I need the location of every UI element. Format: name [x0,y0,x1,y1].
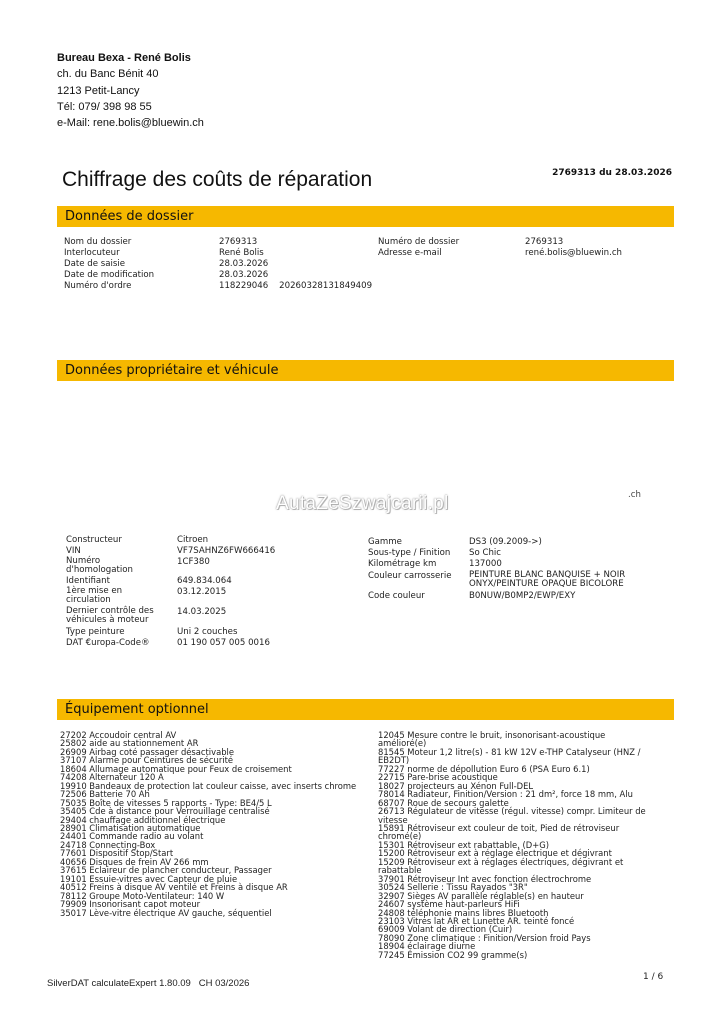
equipment-item: rabattable [378,865,422,876]
dossier-label: Adresse e-mail [378,248,442,258]
equipment-item: 18904 éclairage diurne [378,941,476,952]
equipment-item: 37901 Rétroviseur Int avec fonction électrochrome [378,873,592,884]
equipment-item: 40512 Freins à disque AV ventilé et Freins à disque AR [60,882,288,893]
sender-address [57,50,204,131]
vehicle-value: Uni 2 couches [177,627,238,637]
section-title-dossier: Données de dossier [65,209,194,224]
equipment-item: 37107 Alarme pour Ceintures de sécurité [60,755,234,766]
dossier-right-labels [378,237,459,259]
equipment-item: 77245 Émission CO2 99 gramme(s) [378,949,528,960]
equipment-item: 78014 Radiateur, Finition/Version : 21 dm², force 18 mm, Alu [378,789,633,800]
equipment-item: 32907 Sièges AV parallèle réglable(s) en hauteur [378,890,584,901]
document-title: Chiffrage des coûts de réparation [62,168,373,191]
vehicle-value: So Chic [469,548,502,558]
dossier-value: 2769313 [525,237,564,247]
dossier-value: rené.bolis@bluewin.ch [525,248,622,258]
vehicle-label: Type peinture [66,627,125,637]
sender-street: ch. du Banc Bénit 40 [57,68,159,81]
vehicle-left-column [66,535,366,655]
equipment-item: 77227 norme de dépollution Euro 6 (PSA Euro 6.1) [378,763,590,774]
equipment-item: 35017 Lève-vitre électrique AV gauche, séquentiel [60,907,272,918]
equipment-item: 24718 Connecting-Box [60,839,156,850]
vehicle-label: Identifiant [66,576,110,586]
vehicle-value: 14.03.2025 [177,607,227,617]
vehicle-label: Code couleur [368,591,425,601]
vehicle-label: Kilométrage km [368,559,437,569]
vehicle-value: 01 190 057 005 0016 [177,638,270,648]
dossier-left-labels [64,237,154,292]
equipment-item: 22715 Pare-brise acoustique [378,772,498,783]
watermark: AutaZeSzwajcarii.pl [276,493,449,514]
equipment-item: 69009 Volant de direction (Cuir) [378,924,513,935]
equipment-item: 19101 Essuie-vitres avec Capteur de pluie [60,873,238,884]
section-header-dossier [57,206,674,227]
equipment-item: 77601 Dispositif Stop/Start [60,848,174,859]
country-suffix: .ch [628,490,641,500]
section-header-owner-vehicle [57,360,674,381]
document-reference: 2769313 du 28.03.2026 [552,168,672,178]
dossier-label: Interlocuteur [64,248,120,258]
equipment-list-left [60,731,356,917]
dossier-value: René Bolis [219,248,264,258]
page-number: 1 / 6 [643,972,664,982]
equipment-item: EB2DT) [378,755,410,766]
equipment-item: 26909 Airbag coté passager désactivable [60,746,235,757]
vehicle-value: 03.12.2015 [177,587,227,597]
vehicle-label: VIN [66,546,81,556]
equipment-item: 15301 Rétroviseur ext rabattable, (D+G) [378,839,550,850]
equipment-item: 40656 Disques de frein AV 266 mm [60,856,209,867]
dossier-label: Numéro de dossier [378,237,460,247]
vehicle-value: Citroen [177,535,209,545]
equipment-item: 12045 Mesure contre le bruit, insonorisant-acoustique [378,730,606,740]
sender-name: Bureau Bexa - René Bolis [57,52,191,64]
sender-email: e-Mail: rene.bolis@bluewin.ch [57,117,204,130]
vehicle-value: DS3 (09.2009->) [469,537,542,547]
equipment-item: 15209 Rétroviseur ext à réglages électriques, dégivrant et [378,856,624,867]
sender-city: 1213 Petit-Lancy [57,84,140,97]
equipment-item: 81545 Moteur 1,2 litre(s) - 81 kW 12V e-THP Catalyseur (HNZ / [378,746,641,757]
dossier-label: Date de modification [64,270,155,280]
dossier-value: 2769313 [219,237,258,247]
equipment-item: vitesse [378,814,408,825]
equipment-item: 28901 Climatisation automatique [60,822,201,833]
dossier-value: 28.03.2026 [219,270,269,280]
dossier-label: Nom du dossier [64,237,132,247]
vehicle-label: DAT €uropa-Code® [66,638,150,648]
vehicle-label: Numéro d'homologation [66,556,133,575]
vehicle-value: PEINTURE BLANC BANQUISE + NOIR ONYX/PEINTURE OPAQUE BICOLORE [469,570,626,589]
equipment-item: 75035 Boîte de vitesses 5 rapports - Type: BE4/5 L [60,797,272,808]
dossier-label: Date de saisie [64,259,126,269]
vehicle-label: Couleur carrosserie [368,571,452,581]
equipment-item: 72506 Batterie 70 Ah [60,789,150,800]
equipment-item: 30524 Sellerie : Tissu Rayados "3R" [378,882,528,893]
equipment-item: 78112 Groupe Moto-Ventilateur: 140 W [60,890,225,901]
equipment-item: 35405 Cde à distance pour Verrouillage centralisé [60,806,270,817]
equipment-item: 68707 Roue de secours galette [378,797,509,808]
vehicle-label: Constructeur [66,535,122,545]
equipment-item: 18604 Allumage automatique pour Feux de croisement [60,763,292,774]
dossier-left-values [219,237,372,292]
equipment-item: 18027 projecteurs au Xénon Full-DEL [378,780,534,791]
equipment-item: 23103 Vitres lat AR et Lunette AR. teinté foncé [378,915,575,926]
equipment-item: 24607 système haut-parleurs HiFi [378,899,520,910]
vehicle-right-column [368,535,668,605]
equipment-item: 74208 Alternateur 120 A [60,772,164,783]
equipment-item: 15200 Rétroviseur ext à réglage électrique et dégivrant [378,848,612,859]
vehicle-label: Sous-type / Finition [368,548,451,558]
vehicle-value: 649.834.064 [177,576,232,586]
equipment-item: 19910 Bandeaux de protection lat couleur caisse, avec inserts chrome [60,780,357,791]
equipment-item: 37615 Eclaireur de plancher conducteur, Passager [60,865,272,876]
footer-software: SilverDAT calculateExpert 1.80.09 CH 03/2026 [47,978,250,989]
dossier-right-values [525,237,622,259]
section-title-equipment: Équipement optionnel [65,702,209,717]
vehicle-label: Gamme [368,537,402,547]
equipment-item: 27202 Accoudoir central AV [60,730,177,740]
section-header-equipment [57,699,674,720]
vehicle-value: 1CF380 [177,557,210,567]
equipment-list-right [378,731,646,959]
equipment-item: 25802 aide au stationnement AR [60,738,199,749]
sender-phone: Tél: 079/ 398 98 55 [57,100,152,113]
equipment-item: amélioré(e) [378,738,427,749]
equipment-item: 29404 chauffage additionnel électrique [60,814,226,825]
vehicle-label: Dernier contrôle des véhicules à moteur [66,606,154,625]
dossier-label: Numéro d'ordre [64,281,132,291]
dossier-value: 28.03.2026 [219,259,269,269]
equipment-item: 15891 Rétroviseur ext couleur de toit, Pied de rétroviseur [378,822,620,833]
equipment-item: 24808 téléphonie mains libres Bluetooth [378,907,549,918]
equipment-item: 26713 Régulateur de vitesse (régul. vitesse) compr. Limiteur de [378,806,646,817]
vehicle-value: B0NUW/B0MP2/EWP/EXY [469,591,576,601]
dossier-value: 118229046 20260328131849409 [219,281,373,291]
equipment-item: 79909 Insonorisant capot moteur [60,899,201,910]
equipment-item: chromé(e) [378,831,422,842]
vehicle-label: 1ère mise en circulation [66,586,123,605]
vehicle-value: VF7SAHNZ6FW666416 [177,546,276,556]
equipment-item: 24401 Commande radio au volant [60,831,204,842]
section-title-owner-vehicle: Données propriétaire et véhicule [65,363,279,378]
equipment-item: 78090 Zone climatique : Finition/Version froid Pays [378,932,591,943]
vehicle-value: 137000 [469,559,502,569]
